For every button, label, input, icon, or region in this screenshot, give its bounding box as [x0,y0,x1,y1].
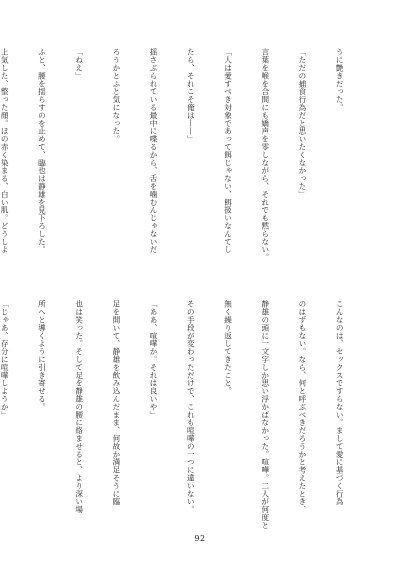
text-block-upper [0,48,370,262]
text-line: 「ねえ」 [74,48,84,80]
text-line: たら、それこそ俺は——」 [186,48,196,143]
text-line: のはずもない。なら、何と呼ぶべきだろうかと考えたとき、 [297,300,307,514]
text-line: 所へと導くように引き寄せる。 [37,300,47,411]
text-line: 「人は愛すべき対象であって餌じゃない、餌扱いなんてし [223,48,233,254]
text-line: 也は笑った。そして足を静雄の腰に絡ませると、より深い場 [74,300,84,514]
text-line: 「じゃあ、存分に喧嘩しようか」 [0,300,10,419]
page-number: 92 [194,534,206,543]
text-line: 上気した、整った顔。ほの赤く染まる、白い肌。どうしよ [0,48,10,254]
text-line: ろうかとふと気になった。 [111,48,121,143]
text-line: 足を開いて、静雄を飲み込んだまま、何故か満足そうに臨 [111,300,121,506]
text-line: 言葉を喉を合間にも嬌声を零しながら、それでも黙らない。 [260,48,270,262]
text-line: 静雄の頭に一文字しか思い浮かばなかった。喧嘩。二人が何度と [260,300,270,530]
text-line: ふと、腰を揺らすのを止めて、臨也は静雄を見下ろした。 [37,48,47,254]
text-line: その手段が変わっただけで、これも喧嘩の一つに違いない。 [186,300,196,514]
text-block-lower [0,300,370,530]
text-line: 無く繰り返してきたこと。 [223,300,233,395]
text-line: うに艶きだった。 [335,48,345,112]
text-line: 「ああ、喧嘩か。それは良いや」 [149,300,159,419]
text-line: 「ただの捕食行為だと思いたくなかった」 [297,48,307,199]
text-line: こんなのは、セックスですらない。まして愛に基づく行為 [335,300,345,506]
text-line: 揺さぶられている最中に喋るから、舌を噛むんじゃないだ [149,48,159,254]
